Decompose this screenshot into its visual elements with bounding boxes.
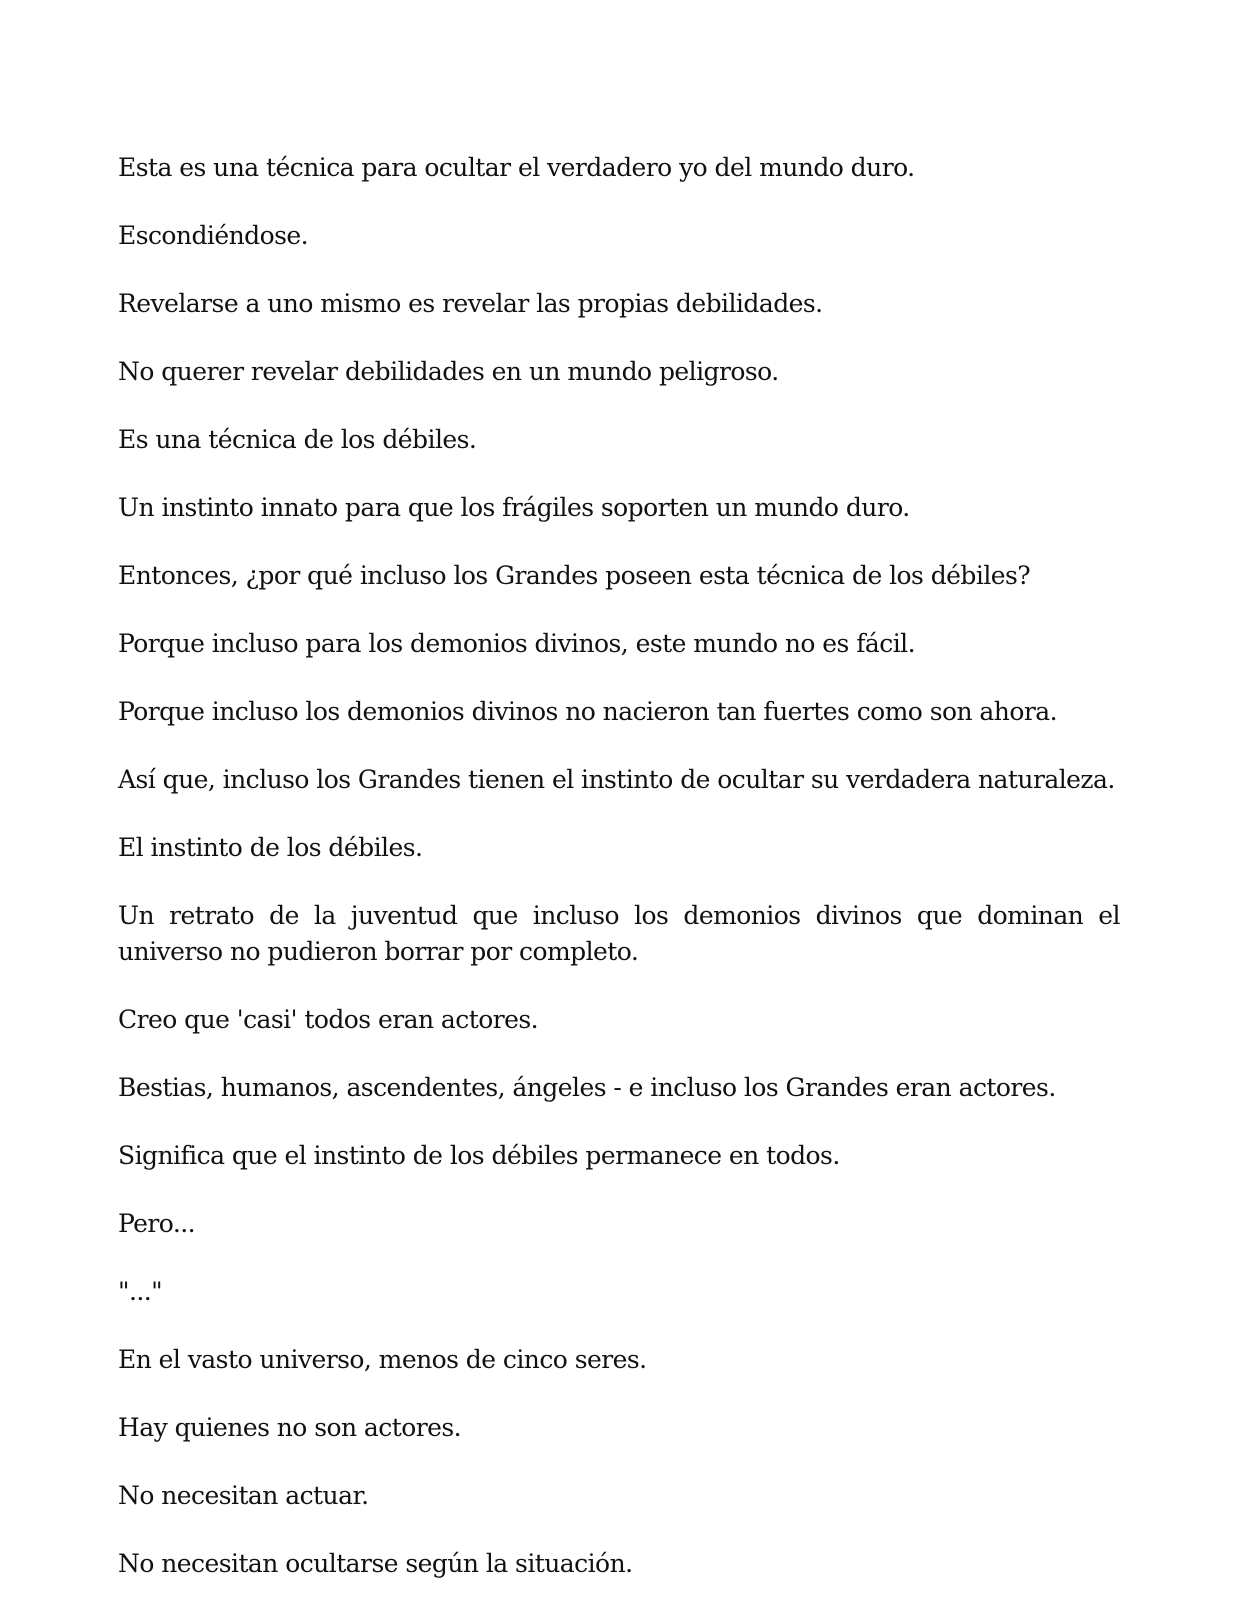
paragraph: No necesitan actuar. [118, 1481, 369, 1510]
paragraph: "..." [118, 1277, 163, 1306]
paragraph: Esta es una técnica para ocultar el verdadero yo del mundo duro. [118, 153, 915, 182]
paragraph: Hay quienes no son actores. [118, 1413, 462, 1442]
paragraph: Así que, incluso los Grandes tienen el instinto de ocultar su verdadera naturaleza. [118, 765, 1115, 794]
paragraph: Revelarse a uno mismo es revelar las propias debilidades. [118, 289, 823, 318]
paragraph: No querer revelar debilidades en un mundo peligroso. [118, 357, 779, 386]
paragraph: Significa que el instinto de los débiles permanece en todos. [118, 1141, 840, 1170]
text-body [118, 150, 1120, 1582]
paragraph: Un instinto innato para que los frágiles soporten un mundo duro. [118, 493, 910, 522]
paragraph: Porque incluso para los demonios divinos, este mundo no es fácil. [118, 629, 916, 658]
paragraph: Bestias, humanos, ascendentes, ángeles - e incluso los Grandes eran actores. [118, 1073, 1056, 1102]
paragraph: No necesitan ocultarse según la situación. [118, 1549, 633, 1578]
paragraph: Escondiéndose. [118, 221, 309, 250]
paragraph: Entonces, ¿por qué incluso los Grandes poseen esta técnica de los débiles? [118, 561, 1031, 590]
paragraph: En el vasto universo, menos de cinco seres. [118, 1345, 647, 1374]
paragraph: Un retrato de la juventud que incluso los demonios divinos que dominan el universo no pudieron borrar por completo. [118, 901, 1120, 966]
paragraph: Es una técnica de los débiles. [118, 425, 477, 454]
paragraph: El instinto de los débiles. [118, 833, 423, 862]
paragraph: Creo que 'casi' todos eran actores. [118, 1005, 539, 1034]
paragraph: Pero... [118, 1209, 196, 1238]
paragraph: Porque incluso los demonios divinos no nacieron tan fuertes como son ahora. [118, 697, 1057, 726]
